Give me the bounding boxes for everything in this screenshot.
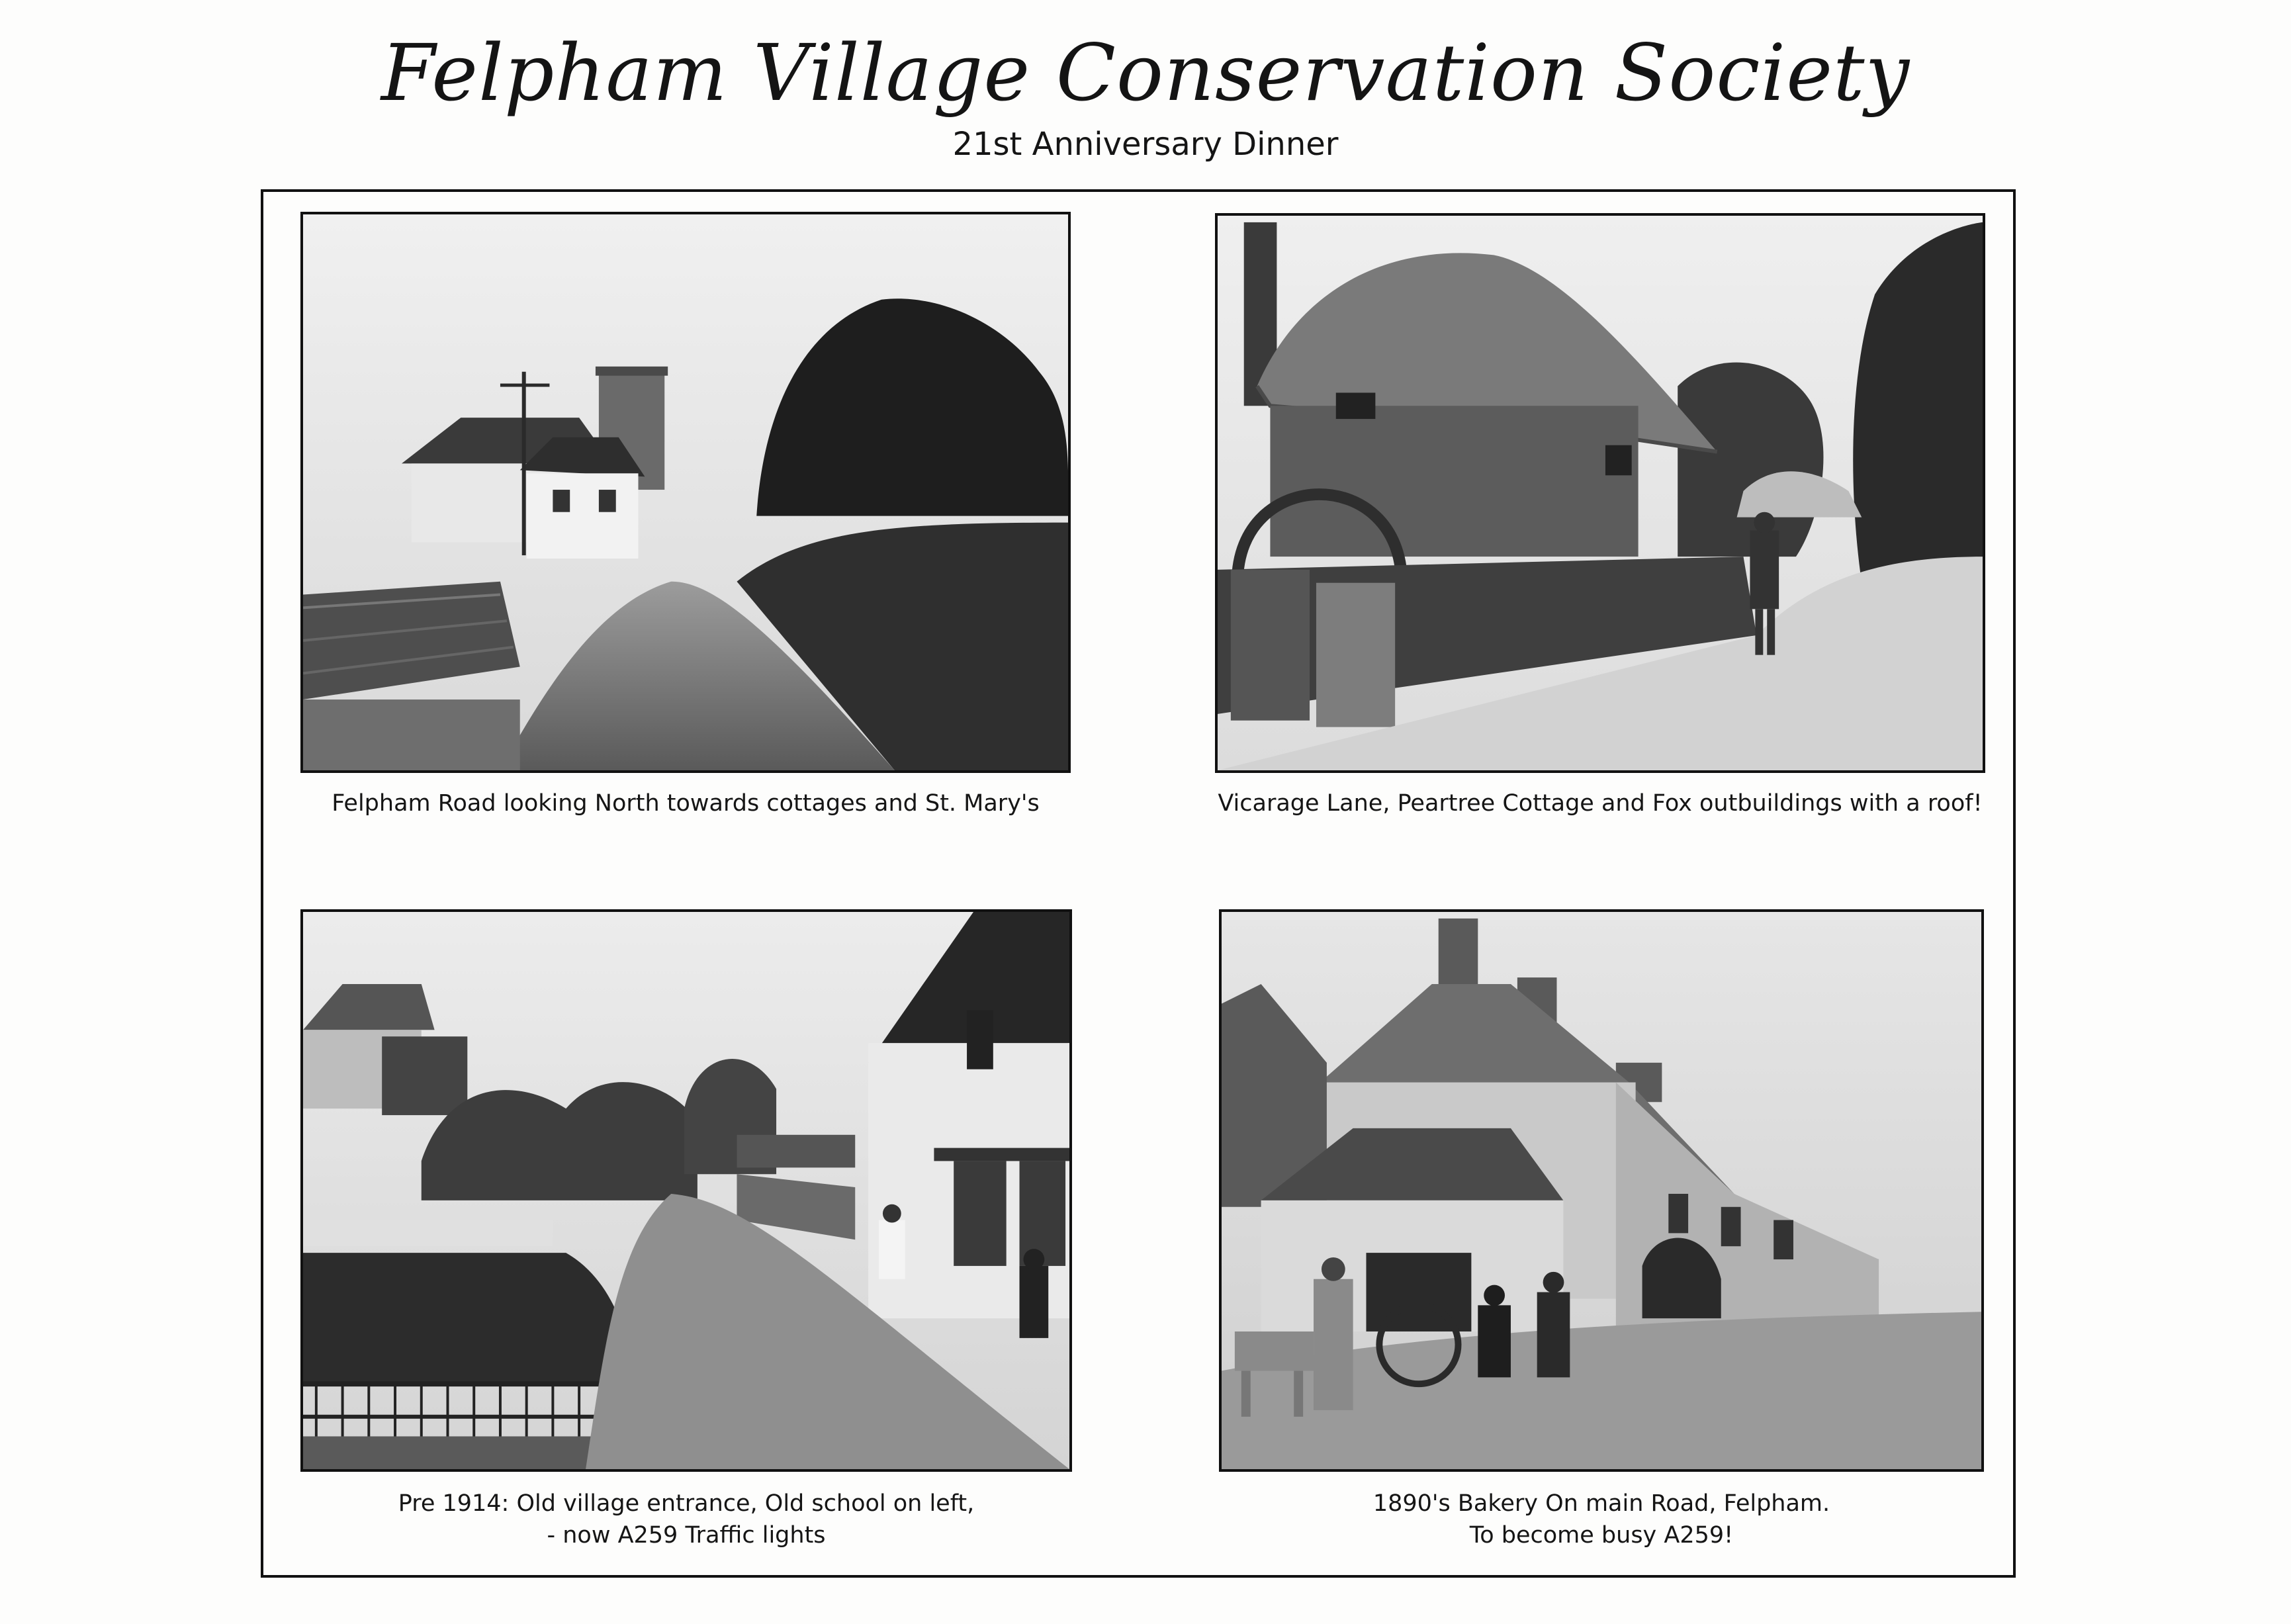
society-title: Felpham Village Conservation Society (381, 27, 1910, 118)
caption-line: 1890's Bakery On main Road, Felpham. (1372, 1490, 1830, 1517)
photo-bakery (1219, 909, 1984, 1472)
photo-village-entrance-image (303, 912, 1069, 1469)
caption-village-entrance (300, 1488, 1072, 1551)
event-subtitle: 21st Anniversary Dinner (952, 126, 1339, 163)
caption-line: To become busy A259! (1469, 1522, 1734, 1549)
photo-felpham-road (300, 212, 1071, 773)
caption-felpham-road (300, 788, 1071, 819)
photo-felpham-road-image (303, 214, 1068, 770)
photo-bakery-image (1222, 912, 1981, 1469)
caption-vicarage-lane (1215, 788, 1985, 819)
photo-vicarage-lane-image (1218, 216, 1983, 770)
caption-line: - now A259 Traffic lights (547, 1522, 826, 1549)
photo-vicarage-lane (1215, 213, 1985, 773)
caption-line: Pre 1914: Old village entrance, Old school on left, (398, 1490, 975, 1517)
photo-village-entrance (300, 909, 1072, 1472)
caption-line: Felpham Road looking North towards cottages and St. Mary's (332, 790, 1040, 817)
caption-line: Vicarage Lane, Peartree Cottage and Fox outbuildings with a roof! (1218, 790, 1983, 817)
caption-bakery (1219, 1488, 1984, 1551)
